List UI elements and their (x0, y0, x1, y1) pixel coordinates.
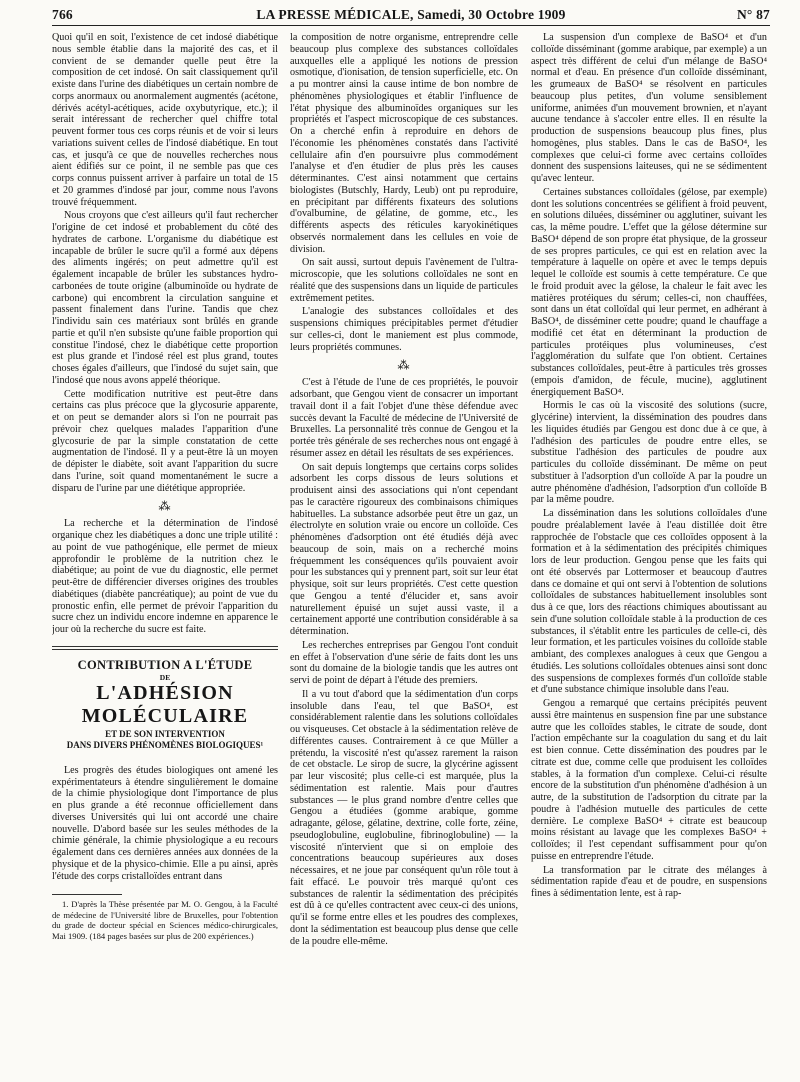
paragraph: La suspension d'un complexe de BaSO⁴ et d'un colloïde disséminant (gomme arabique, par exemple) a un aspect très différent de celui d'un mélange de BaSO⁴ normal et d'eau. En présence d'un colloïde disséminant, les grumeaux de BaSO⁴ se résolvent en particules beaucoup plus petites, d'un volume sensiblement uniforme, animées d'un mouvement brownien, et n'ayant aucune tendance à s'accoler entre elles. Il en résulte la production de suspensions beaucoup plus fines, plus homogènes, plus stables. Dans le cas de BaSO⁴, les complexes que celui-ci forme avec certains colloïdes donnent des suspensions laiteuses, qui ne se sédimentent qu'avec lenteur. (531, 32, 767, 184)
footnote: 1. D'après la Thèse présentée par M. O. Gengou, à la Faculté de médecine de l'Université libre de Bruxelles, pour l'obtention du grade de docteur spécial en Sciences médico-chirurgicales, Mai 1909. (184 pages basées sur plus de 200 expériences.) (52, 899, 278, 941)
column-left (52, 32, 278, 1078)
paragraph: On sait aussi, surtout depuis l'avènement de l'ultra-microscopie, que les solutions colloïdales ne sont en réalité que des suspensions dans un liquide de particules extrêmement petites. (290, 257, 518, 304)
paragraph: La recherche et la détermination de l'indosé organique chez les diabétiques a donc une triple utilité : au point de vue pathogénique, elle permet de mieux approfondir le problème de la nutrition chez le diabétique; au point de vue du diagnostic, elle permet peut-être de différencier diverses origines des troubles diabétiques (diabète pancréatique); au point de vue du pronostic enfin, elle permet de prévoir l'apparition du sucre chez un individu encore indemne en apparence le jour où la recherche du sucre est faite. (52, 518, 278, 635)
paragraph: Gengou a remarqué que certains précipités peuvent aussi être maintenus en suspension fine par une substance autre que les colloïdes stables, le citrate de soude, dont l'action empêchante sur la coagulation du sang et du lait est bien connue. Cette dissémination des poudres par le citrate est due, comme celle que produisent les colloïdes stables, à la formation d'un complexe. Celui-ci résulte encore de la substitution d'un phénomène d'adhésion à un autre, de la substitution de l'adsorption du citrate par la poudre à l'adhésion mutuelle des particules de cette dernière. Le complexe BaSO⁴ + citrate est beaucoup moins résistant au lavage que les complexes BaSO⁴ + colloïdes; il l'est cependant suffisamment pour qu'on puisse en entreprendre l'étude. (531, 698, 767, 862)
column-middle (290, 32, 518, 1078)
paragraph: Nous croyons que c'est ailleurs qu'il faut rechercher l'origine de cet indosé et probablement du côté des hydrates de carbone. L'organisme du diabétique est incapable de brûler le sucre qu'il a formé aux dépens des aliments ingérés; on peut admettre qu'il est également incapable de brûler les substances hydro-carbonées de toute origine (albuminoïde ou hydrate de carbone) qui encombrent la circulation sanguine et passent finalement dans l'urine. Tandis que chez l'individu sain ces matériaux sont brûlés en grande partie et qu'il n'en subsiste qu'une faible proportion qui constitue l'indosé, chez le diabétique cette proportion est plus grande et l'indosé réel est plus grand, toutes choses égales d'ailleurs, que l'indosé du sujet sain, que l'indosé que nous avons appelé théorique. (52, 210, 278, 386)
asterism: ⁂ (158, 499, 172, 514)
paragraph: Les recherches entreprises par Gengou l'ont conduit en effet à l'observation d'une série de faits dont les uns sont du domaine de la biologie tandis que les autres ont servi de point de départ à l'étude des premiers. (290, 639, 518, 686)
asterism: ⁂ (397, 358, 411, 373)
issue-number: N° 87 (736, 7, 770, 22)
page-number: 766 (52, 7, 73, 22)
paragraph: Les progrès des études biologiques ont amené les expérimentateurs à étendre singulièrement le domaine de la chimie physiologique dont l'importance de plus en plus grande a été reconnue officiellement dans diverses Universités qui lui ont accordé une chaire nouvelle. D'abord basée sur les seules méthodes de la chimie générale, la chimie physiologique a eu recours également dans ces dernières années aux données de la physique et de la physico-chimie. Elle a pu ainsi, après l'étude des corps cristalloïdes entrant dans (52, 764, 278, 882)
article-title-de: DE (159, 672, 171, 682)
paragraph: La transformation par le citrate des mélanges à sédimentation rapide d'eau et de poudre, en suspensions fines à sédimentation lente, est à rap- (531, 864, 767, 899)
header-rule (52, 25, 770, 26)
paragraph: Il a vu tout d'abord que la sédimentation d'un corps insoluble dans l'eau, tel que BaSO⁴, est considérablement ralentie dans les solutions colloïdales ou visqueuses. Cet obstacle à la sédimentation relève de différentes causes. Contrairement à ce que Müller a prétendu, la viscosité n'est qu'assez rarement la raison de cet obstacle. Le sirop de sucre, la glycérine agissent par leur viscosité; plus celle-ci est marquée, plus la sédimentation est ralentie. Mais pour d'autres substances — le plus grand nombre d'entre celles que Gengou a étudiées (gomme arabique, gomme adragante, gélose, gélatine, dextrine, colle forte, zéine, pseudoglobuline, euglobuline, fibrinoglobuline) — la viscosité n'intervient que si on emploie des concentrations beaucoup supérieures aux doses nécessaires, et ne joue par conséquent qu'un rôle tout à fait effacé. Le pouvoir très marqué qu'ont ces substances de ralentir la sédimentation des précipités est dû à ce qu'elles contractent avec ceux-ci des unions, qu'il se forme entre elles et les poudres des complexes, dont la sédimentation est beaucoup plus dense que celle de la poudre elle-même. (290, 688, 518, 947)
paragraph: Certaines substances colloïdales (gélose, par exemple) dont les solutions concentrées se gélifient à froid peuvent, en solutions diluées, disséminer ou agglutiner, suivant les cas, la même poudre. L'effet que la gélose détermine sur BaSO⁴ dépend de son propre état physique, de la grosseur de ses propres particules, ce qui est en relation avec la température à laquelle on opère et avec le temps depuis lequel le colloïde est soumis à cette température. Ce que le froid produit avec la gélose, la chaleur le fait avec les matières protéiques du sérum; celles-ci, non chauffées, sont dans un état colloïdal qui leur permet, en adhérant à BaSO⁴, de disséminer cette poudre; quand le chauffage a modifié cet état en déterminant la production de particules protéiques plus volumineuses, c'est l'agglomération du sulfate que l'on obtient. Certaines substances colloïdales, peut-être à particules très grosses (empois d'amidon, de fécule, mucine), agglutinent énergiquement BaSO⁴. (531, 186, 767, 398)
article-separator (52, 646, 278, 647)
column-right (531, 32, 767, 1078)
article-separator (52, 649, 278, 650)
paragraph: la composition de notre organisme, entreprendre celle beaucoup plus complexe des substances colloïdales auxquelles elle a appliqué les notions de pression osmotique, d'ionisation, de tension superficielle, etc. On a pu montrer ainsi la cause intime de bon nombre de phénomènes physiologiques et établir l'influence de l'état physique des albuminoïdes organiques sur les propriétés et l'aspect microscopique de ces substances. On a cherché enfin à reproduire en dehors de l'économie les phénomènes constatés dans l'activité cellulaire afin d'en poursuivre plus commodément l'analyse et d'en étudier de plus près les causes déterminantes. C'est ainsi notamment que certains biologistes (Butschly, Hardy, Leub) ont pu reproduire, en précipitant par différents fixateurs des solutions d'ovalbumine, de gélatine, de gomme, etc., les différents aspects des réticules karyokinétiques observés normalement dans les cellules en voie de division. (290, 32, 518, 255)
footnote-rule (52, 894, 122, 895)
page-header (52, 7, 770, 25)
paragraph: Hormis le cas où la viscosité des solutions (sucre, glycérine) intervient, la dissémination des poudres dans les liquides étudiés par Gengou est donc due à ce que, à l'adhésion des particules de poudre entre elles, se substitue l'adhésion des particules de poudre aux particules du colloïde disséminant. De même on peut substituer à l'adsorption d'un colloïde A par la poudre un autre phénomène d'adhésion, l'adsorption d'un colloïde B par la même poudre. (531, 400, 767, 506)
paragraph: L'analogie des substances colloïdales et des suspensions chimiques précipitables permet d'étudier sur celles-ci, dont le maniement est plus commode, leurs propriétés communes. (290, 306, 518, 353)
paragraph: Quoi qu'il en soit, l'existence de cet indosé diabétique nous semble établie dans la majorité des cas, et il convient de se demander quelle peut être la composition de cet indosé. On sait classiquement qu'il existe dans l'urine des diabétiques un certain nombre de corps anormaux ou anormalement augmentés (acétone, dérivés acétyl-acétiques, acide oxybutyrique, etc.); il serait intéressant de rechercher quel chiffre total peuvent former tous ces corps réunis et de voir si leurs variations suivent celles de l'indosé diabétique. En tout cas, et jusqu'à ce que de nouvelles recherches nous aient édifiés sur ce point, il ne semble pas que ces corps connus puissent arriver à parfaire un total de 15 et 20 grammes d'indosé par jour, comme nous l'avons trouvé fréquemment. (52, 32, 278, 208)
paragraph: C'est à l'étude de l'une de ces propriétés, le pouvoir adsorbant, que Gengou vient de consacrer un important travail dont il a fait l'objet d'une thèse défendue avec succès devant la Faculté de médecine de l'Université de Bruxelles. La personnalité très connue de Gengou et la portée très générale de ses recherches nous ont engagé à résumer assez en détail les résultats de ses expériences. (290, 377, 518, 459)
article-subtitle-line2: DANS DIVERS PHÉNOMÈNES BIOLOGIQUES¹ (66, 739, 264, 750)
article-subtitle-line1: ET DE SON INTERVENTION (105, 728, 225, 739)
paragraph: La dissémination dans les solutions colloïdales d'une poudre préalablement lavée à l'eau distillée doit être rapprochée de l'obstacle que ces colloïdes opposent à la formation et à la sédimentation des précipités chimiques lors de leur production. Gengou pense que les faits qui ont été observés par Lottermoser et beaucoup d'autres dans ce domaine et qui ont servi à l'obtention de solutions colloïdales de substances habituellement insolubles sont dus à ce que, lors des réactions chimiques aboutissant au sein d'une solution colloïdale stable à la production de ces substances, il s'établit entre les particules de celle-ci, dès leur formation, et les particules voisines du colloïde stable ambiant, des complexes analogues à ceux que Gengou a étudiés. Les solutions colloïdales obtenues ainsi sont donc des suspensions de complexes formés d'un colloïde stable et d'une substance chimique insoluble dans l'eau. (531, 508, 767, 696)
paragraph: On sait depuis longtemps que certains corps solides adsorbent les corps dissous de leurs solutions et produisent ainsi des associations qui n'ont cependant pas le caractère rigoureux des combinaisons chimiques habituelles. La substance adsorbée peut être un gaz, un électrolyte en solution vraie ou encore un colloïde. Ces phénomènes d'adsorption ont été étudiés déjà avec beaucoup de soin, mais on a recherché moins fréquemment les conséquences qu'ils pouvaient avoir pour les substances qui y prennent part, soit sur leur état physique, soit sur leurs propriétés. C'est cette question que Gengou a tenté d'élucider et, sans avoir naturellement épuisé un sujet aussi vaste, il a certainement apporté une contribution considérable à sa détermination. (290, 461, 518, 637)
article-title-main: L'ADHÉSION MOLÉCULAIRE (81, 681, 249, 727)
paragraph: Cette modification nutritive est peut-être dans certains cas plus précoce que la glycosurie apparente, et on peut se demander alors si l'on ne pourrait pas prévoir chez quelques malades l'apparition d'une glycosurie de par la simple constatation de cette augmentation de l'indosé. Il y a peut-être là un moyen de dépister le diabète, soit avant l'apparition du sucre dans l'urine, soit quand momentanément le sucre a disparu de l'urine par une diététique appropriée. (52, 388, 278, 494)
journal-title: LA PRESSE MÉDICALE, Samedi, 30 Octobre 1909 (256, 7, 566, 22)
article-title-line1: CONTRIBUTION A L'ÉTUDE (77, 657, 253, 672)
